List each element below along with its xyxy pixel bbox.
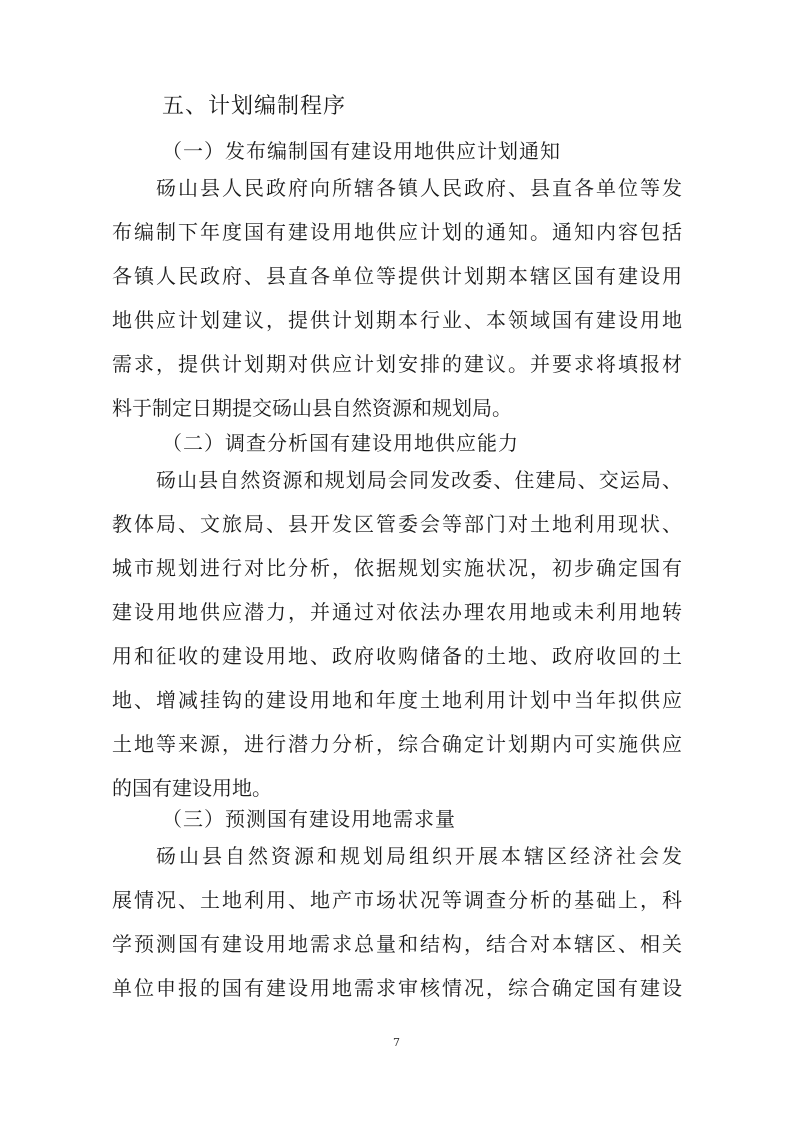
subsection-title-3: （三）预测国有建设用地需求量 [162, 807, 456, 831]
section-title: 五、计划编制程序 [162, 94, 347, 119]
paragraph-line: 地、增减挂钩的建设用地和年度土地利用计划中当年拟供应 [112, 688, 682, 712]
paragraph-line: 学预测国有建设用地需求总量和结构，结合对本辖区、相关 [112, 932, 682, 956]
paragraph-line: 需求，提供计划期对供应计划安排的建议。并要求将填报材 [112, 352, 682, 376]
subsection-title-2: （二）调查分析国有建设用地供应能力 [162, 431, 519, 455]
paragraph-line: 建设用地供应潜力，并通过对依法办理农用地或未利用地转 [112, 600, 682, 624]
paragraph-line: 砀山县人民政府向所辖各镇人民政府、县直各单位等发 [156, 176, 682, 200]
paragraph-line: 展情况、土地利用、地产市场状况等调查分析的基础上，科 [112, 888, 682, 912]
paragraph-line: 土地等来源，进行潜力分析，综合确定计划期内可实施供应 [112, 732, 682, 756]
paragraph-line: 砀山县自然资源和规划局会同发改委、住建局、交运局、 [156, 468, 682, 492]
paragraph-line: 地供应计划建议，提供计划期本行业、本领域国有建设用地 [112, 308, 682, 332]
subsection-title-1: （一）发布编制国有建设用地供应计划通知 [162, 139, 561, 163]
paragraph-1 [112, 166, 682, 430]
paragraph-line: 单位申报的国有建设用地需求审核情况，综合确定国有建设 [112, 976, 682, 1000]
paragraph-line: 的国有建设用地。 [112, 776, 272, 800]
paragraph-3 [112, 834, 682, 1010]
paragraph-line: 教体局、文旅局、县开发区管委会等部门对土地利用现状、 [112, 512, 682, 536]
paragraph-line: 各镇人民政府、县直各单位等提供计划期本辖区国有建设用 [112, 264, 682, 288]
paragraph-line: 城市规划进行对比分析，依据规划实施状况，初步确定国有 [112, 556, 682, 580]
paragraph-2 [112, 458, 682, 810]
paragraph-line: 用和征收的建设用地、政府收购储备的土地、政府收回的土 [112, 644, 682, 668]
paragraph-line: 砀山县自然资源和规划局组织开展本辖区经济社会发 [156, 844, 682, 868]
paragraph-line: 料于制定日期提交砀山县自然资源和规划局。 [112, 396, 512, 420]
page-number: 7 [393, 1036, 400, 1049]
paragraph-line: 布编制下年度国有建设用地供应计划的通知。通知内容包括 [112, 220, 682, 244]
